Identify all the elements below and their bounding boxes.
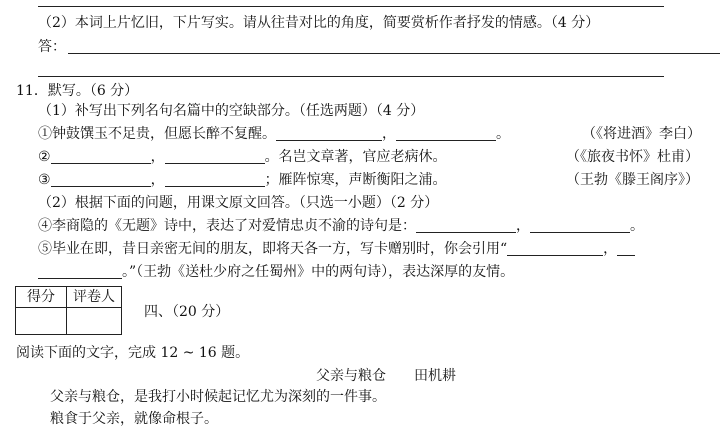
q11-item2-prefix: ② [38, 149, 51, 165]
q11-item2-sep: ， [150, 149, 165, 165]
grader-label: 评卷人 [67, 287, 122, 308]
q11-item5 [38, 240, 635, 258]
answer-label: 答： [38, 39, 66, 55]
q11-item4-prefix: ④李商隐的《无题》诗中，表达了对爱情忠贞不渝的诗句是： [38, 218, 416, 234]
section4-heading: 四、（20 分） [144, 304, 230, 320]
q11-item3-end: ；雁阵惊寒，声断衡阳之浦。 [264, 172, 447, 188]
q11-item1-sep: ， [382, 126, 396, 142]
q10-part2-text: （2）本词上片忆旧，下片写实。请从往昔对比的角度，简要赏析作者抒发的情感。（4 分） [38, 15, 600, 31]
blank-field[interactable] [507, 241, 603, 256]
q11-item2-end: 。名岂文章著，官应老病休。 [264, 149, 447, 165]
q11-item3 [38, 171, 447, 189]
q11-item5-line2-text: 。”（王勃《送杜少府之任蜀州》中的两句诗），表达深厚的友情。 [122, 264, 515, 280]
answer-line-1 [68, 53, 720, 54]
q11-item4-end: 。 [630, 218, 644, 234]
grader-cell[interactable] [67, 308, 122, 335]
score-cell[interactable] [16, 308, 67, 335]
q11-item3-source: （王勃《滕王阁序》） [566, 172, 699, 188]
q11-part1: （1）补写出下列名句名篇中的空缺部分。（任选两题）（4 分） [38, 103, 425, 119]
article-para2: 粮食于父亲，就像命根子。 [50, 411, 218, 427]
q11-item1 [38, 125, 510, 143]
q11-item5-sep: ， [603, 241, 618, 257]
blank-field[interactable] [276, 126, 382, 141]
blank-field[interactable] [38, 264, 122, 279]
q11-item1-end: 。 [496, 126, 510, 142]
q11-item5-line2 [38, 263, 514, 281]
article-author: 田机耕 [414, 368, 456, 384]
blank-field[interactable] [51, 149, 151, 164]
q11-item2 [38, 148, 447, 166]
q11-item3-prefix: ③ [38, 172, 51, 188]
blank-field[interactable] [51, 172, 151, 187]
blank-field[interactable] [165, 172, 265, 187]
q11-item5-prefix: ⑤毕业在即，昔日亲密无间的朋友，即将天各一方，写卡赠别时，你会引用“ [38, 241, 508, 257]
answer-line-2 [38, 76, 664, 77]
score-box [15, 286, 122, 335]
q11-item2-source: （《旅夜书怀》杜甫） [566, 149, 699, 165]
q11-item1-source: （《将进酒》李白） [582, 126, 701, 142]
score-label: 得分 [16, 287, 67, 308]
blank-field[interactable] [165, 149, 265, 164]
q11-item4-sep: ， [516, 218, 530, 234]
q11-heading: 11．默写。（6 分） [16, 83, 139, 99]
answer-line-top [38, 6, 664, 7]
q11-item3-sep: ， [150, 172, 165, 188]
reading-intro: 阅读下面的文字，完成 12 ~ 16 题。 [16, 345, 250, 361]
article-title: 父亲与粮仓 [316, 368, 386, 384]
blank-field[interactable] [416, 218, 516, 233]
q11-part2: （2）根据下面的问题，用课文原文回答。（只选一小题）（2 分） [38, 195, 439, 211]
q11-item4 [38, 217, 644, 235]
q11-item1-prefix: ①钟鼓馔玉不足贵，但愿长醉不复醒。 [38, 126, 276, 142]
blank-field[interactable] [617, 241, 635, 256]
article-para1: 父亲与粮仓，是我打小时候起记忆尤为深刻的一件事。 [50, 389, 386, 405]
blank-field[interactable] [530, 218, 630, 233]
blank-field[interactable] [396, 126, 496, 141]
